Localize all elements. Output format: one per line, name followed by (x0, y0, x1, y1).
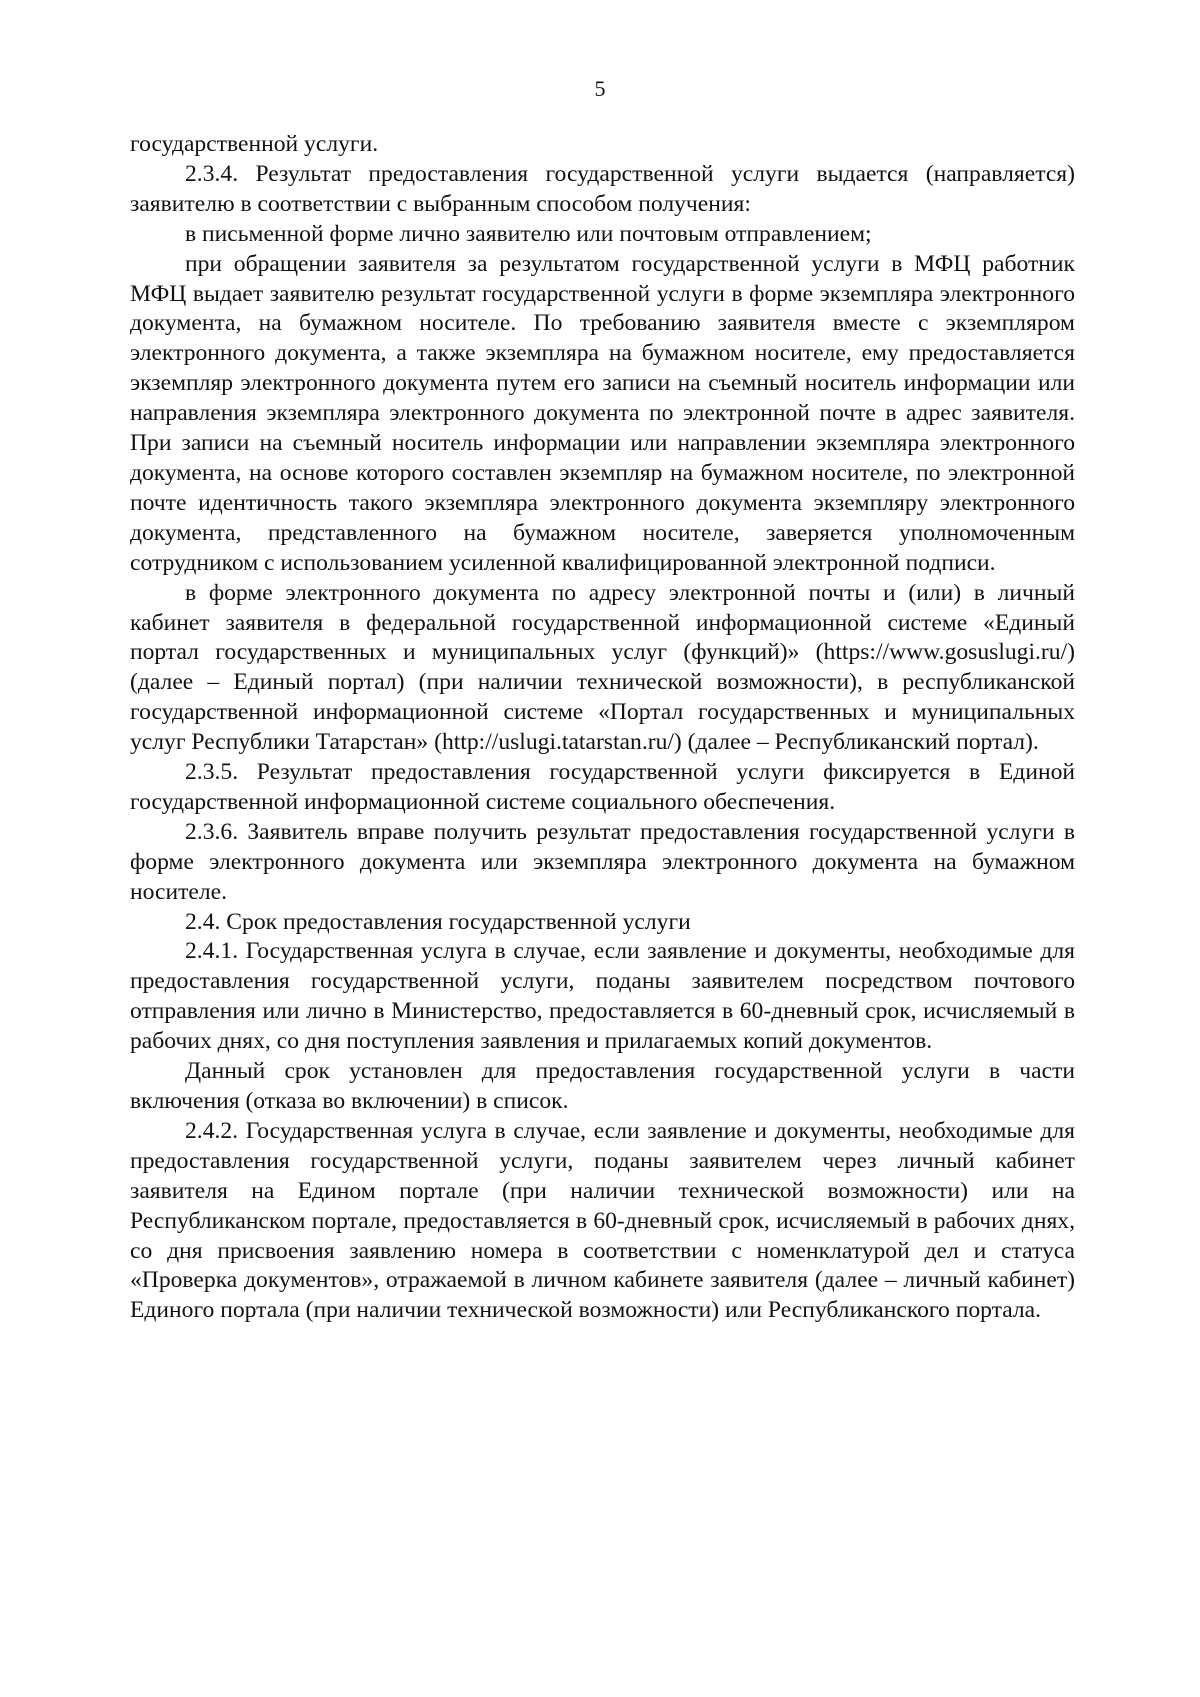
document-body (130, 130, 1075, 1326)
page-number: 5 (594, 76, 606, 101)
paragraph-2-3-4: 2.3.4. Результат предоставления государственной услуги выдается (направляется) заявителю в соответствии с выбранным способом получения: (130, 160, 1075, 217)
paragraph-2-4-1: 2.4.1. Государственная услуга в случае, если заявление и документы, необходимые для предоставления государственной услуги, поданы заявителем посредством почтового отправления или лично в Министерство, предоставляется в 60-дневный срок, исчисляемый в рабочих днях, со дня поступления заявления и прилагаемых копий документов. (130, 938, 1075, 1055)
paragraph-2-3-6: 2.3.6. Заявитель вправе получить результат предоставления государственной услуги в форме электронного документа или экземпляра электронного документа на бумажном носителе. (130, 818, 1075, 905)
paragraph-term-note: Данный срок установлен для предоставления государственной услуги в части включения (отказа во включении) в список. (130, 1058, 1075, 1114)
paragraph-2-4-2: 2.4.2. Государственная услуга в случае, если заявление и документы, необходимые для предоставления государственной услуги, поданы заявителем через личный кабинет заявителя на Едином портале (при наличии технической возможности) или на Республиканском портале, предоставляется в 60-дневный срок, исчисляемый в рабочих днях, со дня присвоения заявлению номера в соответствии с номенклатурой дел и статуса «Проверка документов», отражаемой в личном кабинете заявителя (далее – личный кабинет) Единого портала (при наличии технической возможности) или Республиканского портала. (130, 1117, 1075, 1324)
paragraph-electronic-form: в форме электронного документа по адресу электронной почты и (или) в личный кабинет заявителя в федеральной государственной информационной системе «Единый портал государственных и муниципальных услуг (функций)» (https://www.gosuslugi.ru/) (далее – Единый портал) (при наличии технической возможности), в республиканской государственной информационной системе «Портал государственных и муниципальных услуг Республики Татарстан» (http://uslugi.tatarstan.ru/) (далее – Республиканский портал). (130, 579, 1075, 756)
paragraph-continuation: государственной услуги. (130, 131, 379, 157)
paragraph-2-3-5: 2.3.5. Результат предоставления государственной услуги фиксируется в Единой государственной информационной системе социального обеспечения. (130, 759, 1075, 815)
paragraph-mfc: при обращении заявителя за результатом государственной услуги в МФЦ работник МФЦ выдает заявителю результат государственной услуги в форме экземпляра электронного документа, на бумажном носителе. По требованию заявителя вместе с экземпляром электронного документа, а также экземпляра на бумажном носителе, ему предоставляется экземпляр электронного документа путем его записи на съемный носитель информации или направления экземпляра электронного документа по электронной почте в адрес заявителя. При записи на съемный носитель информации или направлении экземпляра электронного документа, на основе которого составлен экземпляр на бумажном носителе, по электронной почте идентичность такого экземпляра электронного документа экземпляру электронного документа, представленного на бумажном носителе, заверяется уполномоченным сотрудником с использованием усиленной квалифицированной электронной подписи. (130, 250, 1075, 576)
paragraph-written-form: в письменной форме лично заявителю или почтовым отправлением; (185, 220, 872, 247)
section-heading-2-4: 2.4. Срок предоставления государственной услуги (185, 908, 691, 935)
